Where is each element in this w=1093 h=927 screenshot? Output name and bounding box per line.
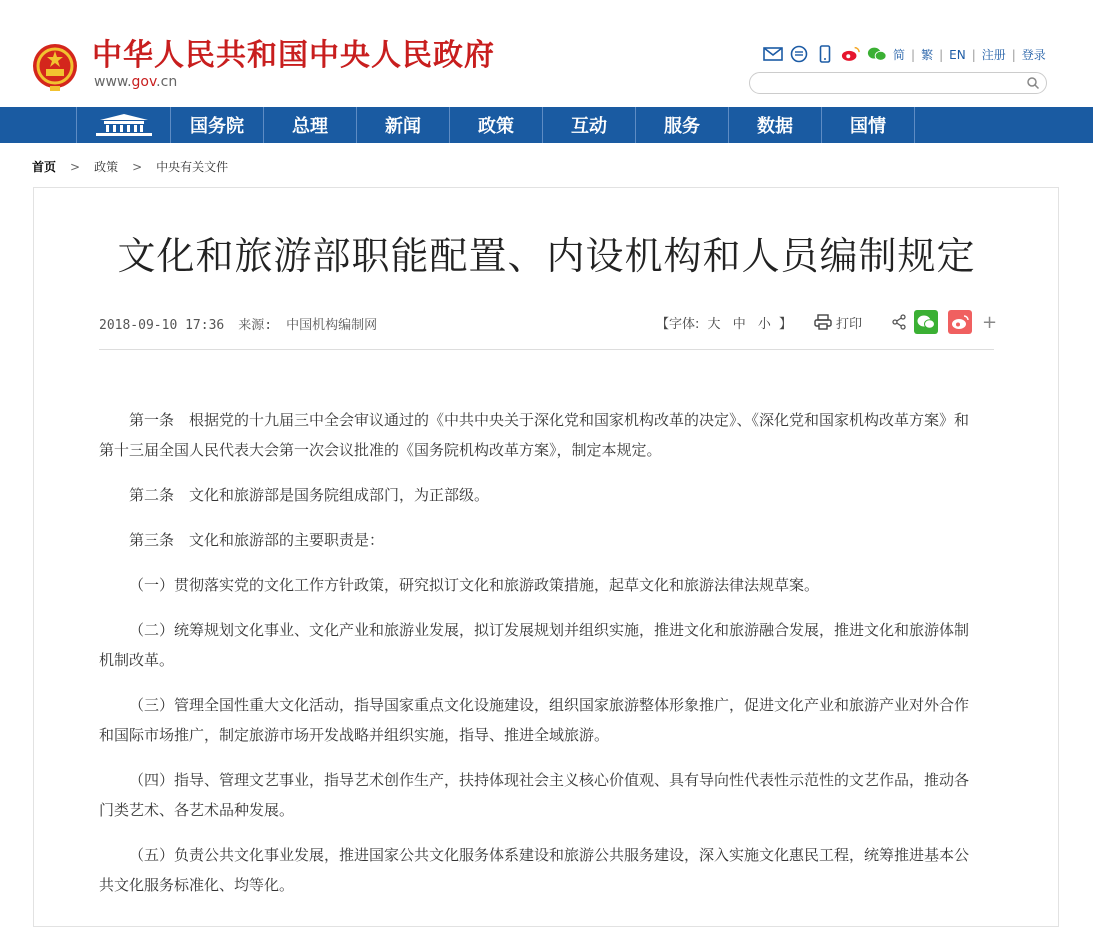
nav-state-council[interactable]: 国务院 <box>170 107 263 143</box>
font-size-control <box>656 313 792 332</box>
print-label: 打印 <box>836 316 863 332</box>
breadcrumb <box>32 158 228 175</box>
breadcrumb-policy[interactable]: 政策 <box>94 160 119 174</box>
nav-premier[interactable]: 总理 <box>263 107 356 143</box>
separator: | <box>911 47 916 62</box>
breadcrumb-central-documents[interactable]: 中央有关文件 <box>156 160 229 174</box>
share-wechat-icon[interactable] <box>914 310 938 334</box>
link-simplified[interactable]: 简 <box>893 48 906 62</box>
url-prefix: www. <box>94 74 132 90</box>
search-box <box>749 72 1047 94</box>
nav-national-info[interactable]: 国情 <box>821 107 915 143</box>
nav-services[interactable]: 服务 <box>635 107 728 143</box>
nav-news[interactable]: 新闻 <box>356 107 449 143</box>
nav-policy[interactable]: 政策 <box>449 107 542 143</box>
link-traditional[interactable]: 繁 <box>921 48 934 62</box>
language-links <box>893 46 1046 63</box>
divider <box>99 349 994 350</box>
nav-interaction[interactable]: 互动 <box>542 107 635 143</box>
article-body <box>99 405 983 915</box>
share-weibo-icon[interactable] <box>948 310 972 334</box>
source-label: 来源: <box>238 318 273 333</box>
article-tools <box>656 310 997 334</box>
article-paragraph: 第二条 文化和旅游部是国务院组成部门，为正部级。 <box>129 486 490 504</box>
article-paragraph: 第三条 文化和旅游部的主要职责是： <box>129 531 385 549</box>
url-suffix: .cn <box>156 74 178 90</box>
chevron-right-icon: > <box>70 159 81 174</box>
national-emblem-icon <box>32 42 78 92</box>
nav-data[interactable]: 数据 <box>728 107 821 143</box>
print-button[interactable] <box>814 313 862 332</box>
mail-icon[interactable] <box>763 44 783 64</box>
article-paragraph: （四）指导、管理文艺事业，指导艺术创作生产，扶持体现社会主义核心价值观、具有导向性代表性示范性的文艺作品，推动各门类艺术、各艺术品种发展。 <box>99 771 970 819</box>
article-paragraph: （一）贯彻落实党的文化工作方针政策，研究拟订文化和旅游政策措施，起草文化和旅游法律法规草案。 <box>129 576 820 594</box>
link-register[interactable]: 注册 <box>981 48 1006 62</box>
search-input[interactable] <box>762 74 1026 94</box>
more-share-icon[interactable]: + <box>982 311 998 333</box>
message-icon[interactable] <box>789 44 809 64</box>
article-paragraph: （二）统筹规划文化事业、文化产业和旅游业发展，拟订发展规划并组织实施，推进文化和旅游融合发展，推进文化和旅游体制机制改革。 <box>99 621 970 669</box>
breadcrumb-home[interactable]: 首页 <box>32 160 57 174</box>
font-small-button[interactable]: 小 <box>757 316 771 332</box>
font-medium-button[interactable]: 中 <box>732 316 746 332</box>
site-title[interactable]: 中华人民共和国中央人民政府 <box>92 38 495 73</box>
article-title: 文化和旅游部职能配置、内设机构和人员编制规定 <box>117 234 976 278</box>
article-paragraph: 第一条 根据党的十九届三中全会审议通过的《中共中央关于深化党和国家机构改革的决定》、《深化党和国家机构改革方案》和第十三届全国人民代表大会第一次会议批准的《国务院机构改革方案》，制定本规定。 <box>99 411 970 459</box>
weibo-icon[interactable] <box>841 44 861 64</box>
home-building-icon[interactable] <box>76 107 170 143</box>
font-size-label-close: 】 <box>779 316 793 332</box>
search-icon[interactable] <box>1026 76 1040 90</box>
article-paragraph: （五）负责公共文化事业发展，推进国家公共文化服务体系建设和旅游公共服务建设，深入实施文化惠民工程，统筹推进基本公共文化服务标准化、均等化。 <box>99 846 970 894</box>
article-paragraph: （三）管理全国性重大文化活动，指导国家重点文化设施建设，组织国家旅游整体形象推广，促进文化产业和旅游产业对外合作和国际市场推广，制定旅游市场开发战略并组织实施，指导、推进全域旅游。 <box>99 696 970 744</box>
separator: | <box>939 47 944 62</box>
main-nav <box>0 107 1093 143</box>
article-meta <box>99 314 391 333</box>
link-login[interactable]: 登录 <box>1021 48 1046 62</box>
mobile-icon[interactable] <box>815 44 835 64</box>
publish-date: 2018-09-10 17:36 <box>99 318 225 333</box>
chevron-right-icon: > <box>132 159 143 174</box>
link-english[interactable]: EN <box>949 47 966 62</box>
url-domain: gov <box>131 74 157 90</box>
font-size-label: 【字体: <box>656 316 700 332</box>
wechat-icon[interactable] <box>867 44 887 64</box>
share-icon[interactable] <box>890 313 908 331</box>
printer-icon <box>814 314 832 330</box>
separator: | <box>971 47 976 62</box>
top-icon-bar <box>763 44 887 64</box>
site-url[interactable] <box>94 74 177 90</box>
source-name: 中国机构编制网 <box>286 318 378 333</box>
separator: | <box>1011 47 1016 62</box>
font-large-button[interactable]: 大 <box>707 316 721 332</box>
